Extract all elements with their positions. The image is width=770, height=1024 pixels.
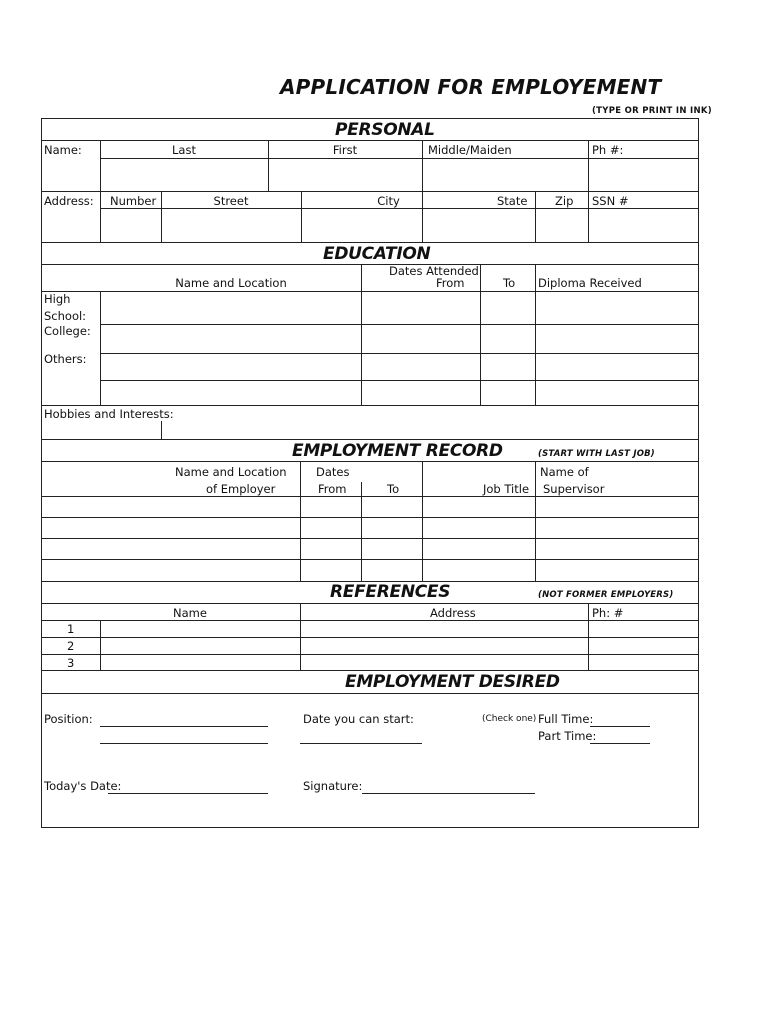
ref-row-number: 1 [67,622,75,636]
job-title-label: Job Title [483,482,530,496]
state-field[interactable] [423,209,534,241]
education-heading: EDUCATION [323,244,431,264]
hobbies-field[interactable] [162,420,697,438]
frame-top [41,118,699,119]
frame-bottom [41,827,699,828]
employment-row-2[interactable] [42,518,698,537]
ssn-field[interactable] [589,209,697,241]
ref-name-label: Name [173,606,207,620]
personal-heading: PERSONAL [335,120,435,140]
street-label: Street [213,194,249,208]
last-name-field[interactable] [101,159,267,190]
edu-from-label: From [436,276,465,290]
references-note: (NOT FORMER EMPLOYERS) [538,590,674,600]
other-school-name-field-1[interactable] [101,354,360,379]
reference-row-1[interactable] [101,621,698,636]
ref-address-label: Address [430,606,476,620]
signature-label: Signature: [303,779,363,793]
phone-field[interactable] [589,159,697,190]
todays-date-label: Today's Date: [44,779,122,793]
street-field[interactable] [162,209,300,241]
employment-record-heading: EMPLOYMENT RECORD [292,441,503,461]
employment-row-3[interactable] [42,539,698,558]
hobbies-label: Hobbies and Interests: [44,407,174,421]
first-name-label: First [332,143,358,157]
middle-name-label: Middle/Maiden [428,143,512,157]
emp-dates-label: Dates [316,465,350,479]
dates-attended-label: Dates Attended [389,264,479,278]
ssn-label: SSN # [592,194,629,208]
part-time-label: Part Time: [538,729,597,743]
reference-row-2[interactable] [101,638,698,653]
first-name-field[interactable] [269,159,421,190]
other-school-name-field-2[interactable] [101,381,360,404]
zip-label: Zip [555,194,574,208]
city-label: City [377,194,400,208]
ref-row-number: 2 [67,639,75,653]
ref-phone-label: Ph: # [592,606,624,620]
employer-label-1: Name and Location [175,465,287,479]
middle-name-field[interactable] [423,159,587,190]
form-title: APPLICATION FOR EMPLOYEMENT [280,75,662,99]
ink-instruction: (TYPE OR PRINT IN INK) [592,106,712,116]
reference-row-3[interactable] [101,655,698,669]
phone-label: Ph #: [592,143,624,157]
diploma-label: Diploma Received [538,276,642,290]
name-label: Name: [44,143,82,157]
frame-right [698,118,699,827]
last-name-label: Last [172,143,196,157]
frame-left [41,118,42,827]
supervisor-label-2: Supervisor [543,482,605,496]
references-heading: REFERENCES [330,582,451,602]
address-number-field[interactable] [101,209,160,241]
employer-label-2: of Employer [206,482,276,496]
zip-field[interactable] [536,209,587,241]
high-school-label-1: High [44,292,71,306]
emp-to-label: To [387,482,400,496]
number-label: Number [110,194,157,208]
employment-row-4[interactable] [42,560,698,580]
college-label: College: [44,324,91,338]
position-field-2[interactable] [100,743,268,744]
signature-field[interactable] [362,793,535,794]
full-time-label: Full Time: [538,712,594,726]
college-name-field[interactable] [101,325,360,352]
address-label: Address: [44,194,94,208]
employment-record-note: (START WITH LAST JOB) [538,449,655,459]
employment-desired-heading: EMPLOYMENT DESIRED [345,672,560,692]
full-time-field[interactable] [590,726,650,727]
position-field-1[interactable] [100,726,268,727]
part-time-field[interactable] [590,743,650,744]
school-name-location-label: Name and Location [175,276,287,290]
emp-from-label: From [318,482,347,496]
ref-row-number: 3 [67,656,75,670]
supervisor-label-1: Name of [540,465,589,479]
start-date-field[interactable] [300,743,422,744]
check-one-label: (Check one) [482,714,537,724]
state-label: State [497,194,528,208]
others-label: Others: [44,352,87,366]
start-date-label: Date you can start: [303,712,414,726]
high-school-name-field[interactable] [101,292,360,323]
city-field[interactable] [302,209,421,241]
high-school-label-2: School: [44,309,87,323]
edu-to-label: To [503,276,516,290]
todays-date-field[interactable] [108,793,268,794]
employment-row-1[interactable] [42,497,698,516]
position-label: Position: [44,712,93,726]
